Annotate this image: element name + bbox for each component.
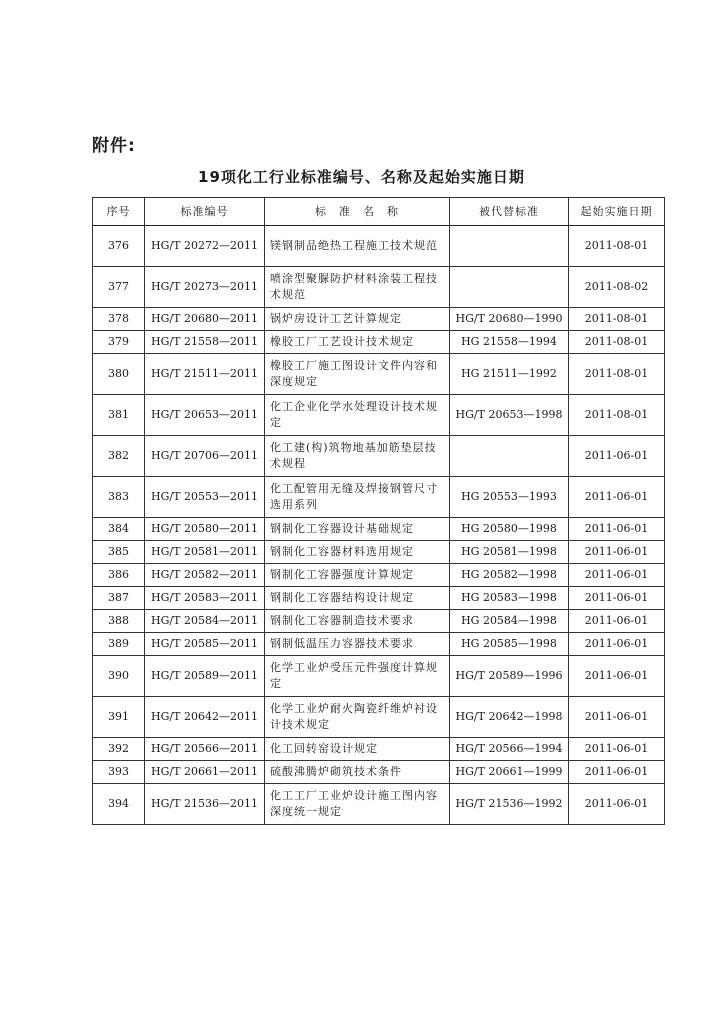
cell-date: 2011-06-01 — [569, 436, 665, 477]
cell-name: 钢制化工容器结构设计规定 — [265, 587, 450, 610]
cell-date: 2011-06-01 — [569, 541, 665, 564]
cell-replaced: HG 21558—1994 — [450, 331, 569, 354]
table-row — [93, 518, 665, 541]
table-row — [93, 610, 665, 633]
cell-name: 钢制化工容器设计基础规定 — [265, 518, 450, 541]
cell-name: 橡胶工厂工艺设计技术规定 — [265, 331, 450, 354]
attachment-label: 附件: — [92, 136, 136, 156]
cell-code: HG/T 20680—2011 — [145, 308, 265, 331]
cell-replaced: HG 20582—1998 — [450, 564, 569, 587]
cell-date: 2011-06-01 — [569, 587, 665, 610]
cell-date: 2011-08-01 — [569, 354, 665, 395]
standards-table — [92, 197, 665, 825]
cell-replaced: HG/T 20566—1994 — [450, 738, 569, 761]
cell-date: 2011-06-01 — [569, 697, 665, 738]
cell-date: 2011-08-02 — [569, 267, 665, 308]
header-date: 起始实施日期 — [569, 198, 665, 226]
table-row — [93, 633, 665, 656]
cell-seq: 377 — [93, 267, 145, 308]
cell-date: 2011-06-01 — [569, 518, 665, 541]
cell-code: HG/T 20273—2011 — [145, 267, 265, 308]
cell-seq: 380 — [93, 354, 145, 395]
cell-seq: 376 — [93, 226, 145, 267]
cell-code: HG/T 20583—2011 — [145, 587, 265, 610]
cell-seq: 393 — [93, 761, 145, 784]
cell-replaced: HG/T 20661—1999 — [450, 761, 569, 784]
cell-name: 化学工业炉耐火陶瓷纤维炉衬设计技术规定 — [265, 697, 450, 738]
table-header-row — [93, 198, 665, 226]
cell-replaced: HG 21511—1992 — [450, 354, 569, 395]
cell-seq: 392 — [93, 738, 145, 761]
cell-replaced: HG/T 20680—1990 — [450, 308, 569, 331]
cell-seq: 384 — [93, 518, 145, 541]
table-row — [93, 656, 665, 697]
cell-code: HG/T 21558—2011 — [145, 331, 265, 354]
cell-code: HG/T 20581—2011 — [145, 541, 265, 564]
cell-date: 2011-08-01 — [569, 395, 665, 436]
cell-name: 硫酸沸腾炉砌筑技术条件 — [265, 761, 450, 784]
cell-code: HG/T 20584—2011 — [145, 610, 265, 633]
table-row — [93, 784, 665, 825]
table-row — [93, 308, 665, 331]
cell-code: HG/T 21536—2011 — [145, 784, 265, 825]
cell-code: HG/T 20661—2011 — [145, 761, 265, 784]
cell-replaced: HG 20581—1998 — [450, 541, 569, 564]
cell-name: 化工配管用无缝及焊接钢管尺寸选用系列 — [265, 477, 450, 518]
table-row — [93, 395, 665, 436]
cell-date: 2011-06-01 — [569, 477, 665, 518]
cell-date: 2011-08-01 — [569, 226, 665, 267]
cell-replaced: HG 20584—1998 — [450, 610, 569, 633]
cell-code: HG/T 21511—2011 — [145, 354, 265, 395]
cell-replaced — [450, 267, 569, 308]
table-row — [93, 761, 665, 784]
table-row — [93, 267, 665, 308]
cell-seq: 379 — [93, 331, 145, 354]
cell-name: 化工回转窑设计规定 — [265, 738, 450, 761]
cell-code: HG/T 20585—2011 — [145, 633, 265, 656]
cell-date: 2011-06-01 — [569, 784, 665, 825]
cell-replaced: HG 20583—1998 — [450, 587, 569, 610]
table-row — [93, 226, 665, 267]
header-name: 标 准 名 称 — [265, 198, 450, 226]
table-row — [93, 436, 665, 477]
table-row — [93, 331, 665, 354]
cell-seq: 387 — [93, 587, 145, 610]
cell-seq: 382 — [93, 436, 145, 477]
cell-date: 2011-06-01 — [569, 738, 665, 761]
cell-name: 镁钢制品绝热工程施工技术规范 — [265, 226, 450, 267]
cell-name: 钢制低温压力容器技术要求 — [265, 633, 450, 656]
header-replaced: 被代替标准 — [450, 198, 569, 226]
cell-code: HG/T 20582—2011 — [145, 564, 265, 587]
cell-code: HG/T 20272—2011 — [145, 226, 265, 267]
cell-date: 2011-06-01 — [569, 761, 665, 784]
cell-replaced: HG/T 21536—1992 — [450, 784, 569, 825]
cell-seq: 386 — [93, 564, 145, 587]
cell-replaced: HG/T 20642—1998 — [450, 697, 569, 738]
cell-name: 钢制化工容器强度计算规定 — [265, 564, 450, 587]
table-row — [93, 541, 665, 564]
cell-seq: 390 — [93, 656, 145, 697]
cell-name: 锅炉房设计工艺计算规定 — [265, 308, 450, 331]
header-code: 标准编号 — [145, 198, 265, 226]
cell-date: 2011-08-01 — [569, 308, 665, 331]
cell-replaced — [450, 436, 569, 477]
cell-date: 2011-06-01 — [569, 610, 665, 633]
cell-replaced: HG 20585—1998 — [450, 633, 569, 656]
cell-replaced: HG 20580—1998 — [450, 518, 569, 541]
table-row — [93, 354, 665, 395]
cell-replaced: HG/T 20653—1998 — [450, 395, 569, 436]
table-row — [93, 738, 665, 761]
cell-date: 2011-06-01 — [569, 633, 665, 656]
cell-seq: 383 — [93, 477, 145, 518]
cell-seq: 391 — [93, 697, 145, 738]
cell-name: 化工企业化学水处理设计技术规定 — [265, 395, 450, 436]
cell-code: HG/T 20653—2011 — [145, 395, 265, 436]
table-row — [93, 587, 665, 610]
cell-seq: 388 — [93, 610, 145, 633]
cell-seq: 385 — [93, 541, 145, 564]
table-row — [93, 477, 665, 518]
cell-name: 喷涂型聚脲防护材料涂装工程技术规范 — [265, 267, 450, 308]
cell-name: 化工建(构)筑物地基加筋垫层技术规程 — [265, 436, 450, 477]
cell-name: 钢制化工容器材料选用规定 — [265, 541, 450, 564]
cell-seq: 389 — [93, 633, 145, 656]
cell-code: HG/T 20642—2011 — [145, 697, 265, 738]
cell-replaced: HG 20553—1993 — [450, 477, 569, 518]
document-title: 19项化工行业标准编号、名称及起始实施日期 — [198, 168, 525, 186]
cell-replaced — [450, 226, 569, 267]
cell-name: 化学工业炉受压元件强度计算规定 — [265, 656, 450, 697]
cell-date: 2011-08-01 — [569, 331, 665, 354]
cell-code: HG/T 20580—2011 — [145, 518, 265, 541]
cell-code: HG/T 20553—2011 — [145, 477, 265, 518]
cell-name: 钢制化工容器制造技术要求 — [265, 610, 450, 633]
header-seq: 序号 — [93, 198, 145, 226]
cell-code: HG/T 20706—2011 — [145, 436, 265, 477]
cell-date: 2011-06-01 — [569, 656, 665, 697]
cell-name: 化工工厂工业炉设计施工图内容深度统一规定 — [265, 784, 450, 825]
cell-seq: 394 — [93, 784, 145, 825]
table-row — [93, 697, 665, 738]
cell-seq: 378 — [93, 308, 145, 331]
cell-name: 橡胶工厂施工图设计文件内容和深度规定 — [265, 354, 450, 395]
cell-date: 2011-06-01 — [569, 564, 665, 587]
cell-replaced: HG/T 20589—1996 — [450, 656, 569, 697]
cell-code: HG/T 20589—2011 — [145, 656, 265, 697]
table-row — [93, 564, 665, 587]
cell-seq: 381 — [93, 395, 145, 436]
cell-code: HG/T 20566—2011 — [145, 738, 265, 761]
